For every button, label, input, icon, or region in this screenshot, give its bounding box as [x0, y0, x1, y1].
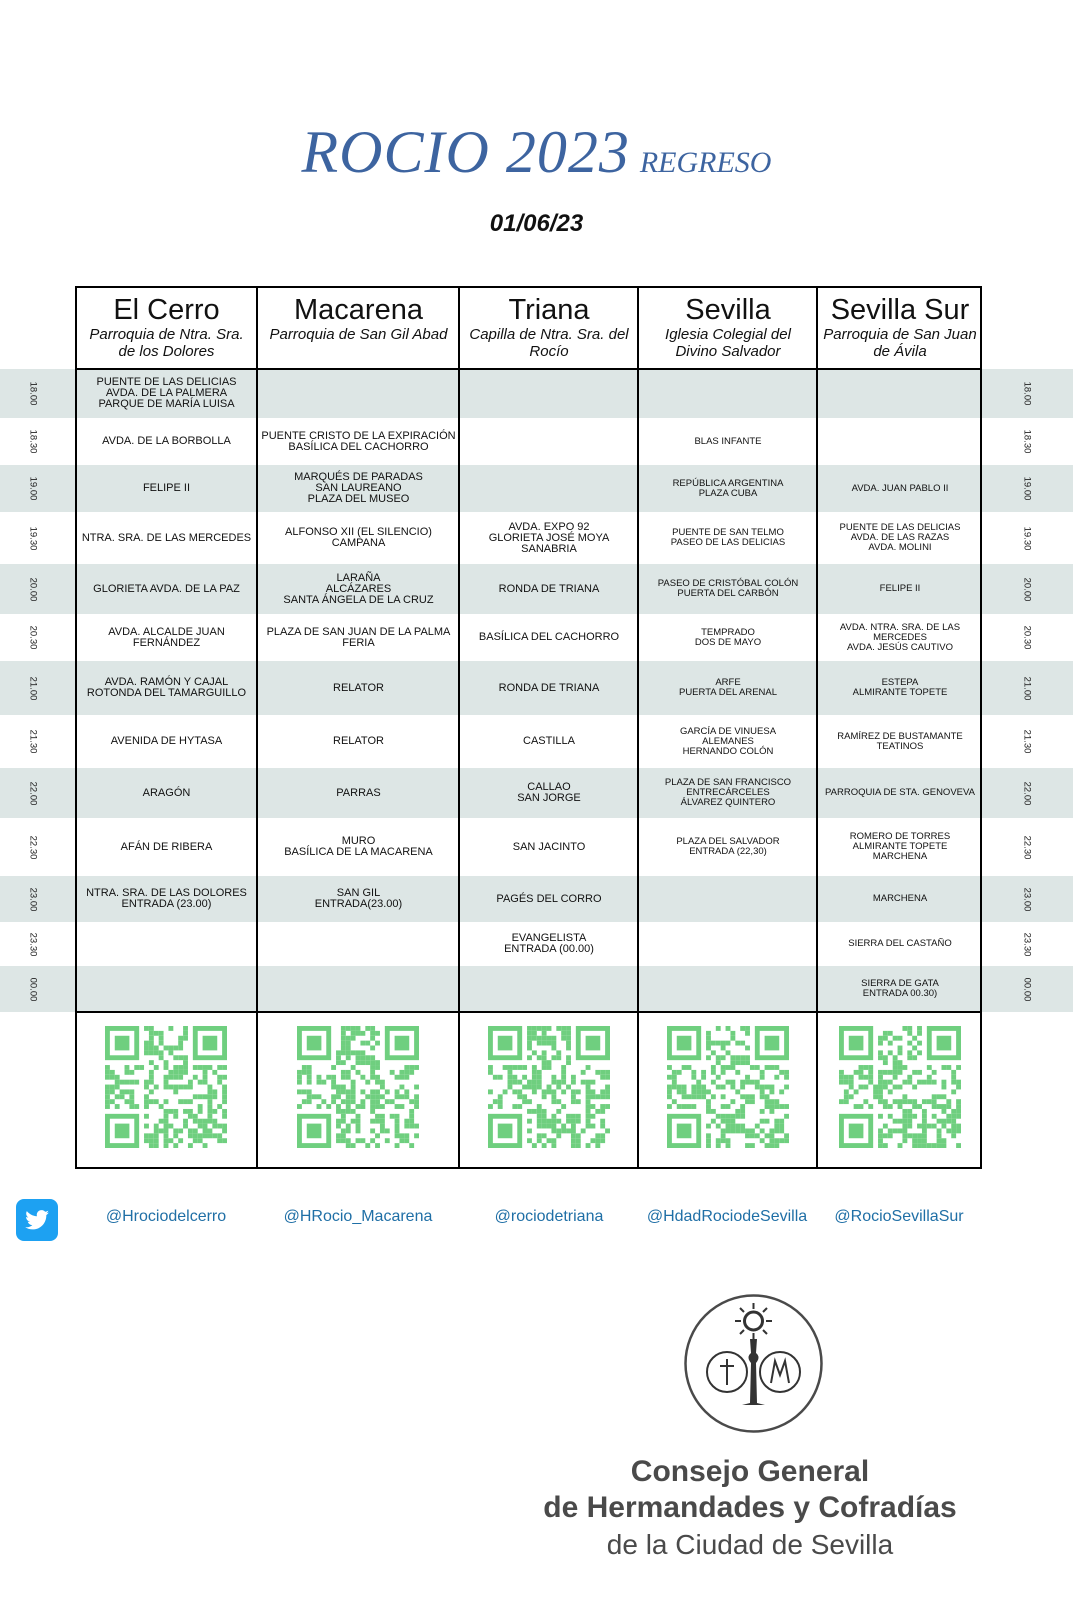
time-value: 23.00: [1021, 887, 1033, 911]
time-label: [18, 614, 48, 661]
time-label: [18, 966, 48, 1012]
qr-code-sevilla-sur[interactable]: [839, 1026, 961, 1153]
table-cell: PARRAS: [336, 786, 381, 799]
column-name: El Cerro: [113, 294, 220, 326]
column-divider: [637, 286, 639, 1169]
time-label: [18, 922, 48, 966]
table-cell: RAMÍREZ DE BUSTAMANTE TEATINOS: [837, 730, 963, 752]
qr-code-triana[interactable]: [488, 1026, 610, 1153]
time-label: [1012, 715, 1042, 768]
time-label: [1012, 614, 1042, 661]
time-label: [1012, 966, 1042, 1012]
time-label: [1012, 661, 1042, 715]
table-cell: AVDA. NTRA. SRA. DE LAS MERCEDES AVDA. JESÚS CAUTIVO: [839, 621, 961, 653]
time-value: 23.30: [1021, 932, 1033, 956]
table-cell: [259, 369, 458, 418]
table-cell: CALLAO SAN JORGE: [517, 781, 581, 804]
title-main: ROCIO 2023: [301, 119, 630, 185]
time-value: 22.00: [1021, 781, 1033, 805]
time-value: 20.00: [27, 577, 39, 601]
twitter-handle-sevilla-sur[interactable]: @RocioSevillaSur: [834, 1208, 964, 1225]
table-cell: ARFE PUERTA DEL ARENAL: [678, 677, 778, 698]
table-cell: [640, 922, 816, 966]
time-value: 21.30: [1021, 729, 1033, 754]
table-cell: AVDA. ALCALDE JUAN FERNÁNDEZ: [108, 625, 225, 649]
table-cell: AVENIDA DE HYTASA: [110, 735, 223, 747]
time-label: [1012, 418, 1042, 465]
time-value: 19.30: [27, 526, 39, 550]
table-cell: [461, 966, 637, 1012]
time-value: 18.30: [1021, 429, 1033, 454]
time-label: [18, 768, 48, 818]
table-cell: GARCÍA DE VINUESA ALEMANES HERNANDO COLÓN: [679, 725, 777, 757]
column-divider: [256, 286, 258, 1169]
time-value: 19.30: [1021, 526, 1033, 550]
table-cell: PUENTE CRISTO DE LA EXPIRACIÓN BASÍLICA DEL CACHORRO: [261, 429, 456, 453]
time-label: [18, 418, 48, 465]
table-cell: NTRA. SRA. DE LAS MERCEDES: [81, 531, 252, 544]
time-label: [18, 876, 48, 922]
table-cell: AVDA. JUAN PABLO II: [851, 482, 949, 494]
table-cell: RELATOR: [333, 681, 384, 694]
time-label: [18, 369, 48, 418]
column-divider: [816, 286, 818, 1169]
time-value: 20.00: [1021, 577, 1033, 601]
table-cell: [819, 418, 981, 465]
column-name: Sevilla Sur: [830, 294, 970, 326]
time-label: [1012, 768, 1042, 818]
table-cell: SIERRA DE GATA ENTRADA 00.30): [861, 978, 939, 999]
table-cell: NTRA. SRA. DE LAS DOLORES ENTRADA (23.00): [86, 887, 247, 910]
twitter-handle-macarena[interactable]: @HRocio_Macarena: [283, 1208, 433, 1225]
twitter-handle-sevilla[interactable]: @HdadRociodeSevilla: [646, 1208, 808, 1225]
time-label: [1012, 564, 1042, 614]
time-label: [1012, 818, 1042, 876]
table-cell: PARROQUIA DE STA. GENOVEVA: [825, 787, 975, 798]
table-cell: [77, 966, 256, 1012]
time-label: [1012, 512, 1042, 564]
table-cell: PUENTE DE SAN TELMO PASEO DE LAS DELICIAS: [670, 527, 786, 548]
column-name: Macarena: [294, 294, 423, 326]
table-cell: LARAÑA ALCÁZARES SANTA ÁNGELA DE LA CRUZ: [283, 571, 434, 606]
table-cell: [640, 369, 816, 418]
time-label: [18, 512, 48, 564]
time-value: 20.30: [1021, 625, 1033, 650]
table-cell: [640, 876, 816, 922]
twitter-handle-triana[interactable]: @rociodetriana: [494, 1208, 604, 1225]
time-label: [18, 564, 48, 614]
qr-code-el-cerro[interactable]: [105, 1026, 227, 1153]
column-divider: [458, 286, 460, 1169]
column-subtitle: Parroquia de San Gil Abad: [269, 326, 448, 343]
time-value: 20.30: [27, 625, 39, 650]
time-value: 19.00: [1021, 476, 1033, 501]
qr-code-sevilla[interactable]: [667, 1026, 789, 1153]
column-subtitle: Parroquia de San Juan de Ávila: [823, 326, 977, 360]
time-label: [1012, 876, 1042, 922]
table-cell: [819, 369, 981, 418]
table-cell: FELIPE II: [142, 482, 191, 494]
table-cell: PUENTE DE LAS DELICIAS AVDA. DE LAS RAZAS AVDA. MOLINI: [839, 522, 961, 553]
table-cell: SIERRA DEL CASTAÑO: [848, 938, 952, 949]
column-name: Sevilla: [685, 294, 771, 326]
time-label: [18, 818, 48, 876]
time-label: [18, 465, 48, 512]
table-cell: RELATOR: [333, 735, 384, 747]
time-label: [18, 715, 48, 768]
table-cell: CASTILLA: [523, 735, 575, 747]
table-cell: ALFONSO XII (EL SILENCIO) CAMPANA: [285, 526, 432, 549]
table-cell: PUENTE DE LAS DELICIAS AVDA. DE LA PALMERA PARQUE DE MARÍA LUISA: [96, 376, 237, 410]
organization-line-2: de Hermandades y Cofradías: [543, 1491, 957, 1524]
table-cell: PLAZA DE SAN JUAN DE LA PALMA FERIA: [266, 625, 451, 649]
time-value: 23.30: [27, 932, 39, 956]
table-cell: PLAZA DEL SALVADOR ENTRADA (22,30): [676, 836, 780, 857]
table-cell: SAN GIL ENTRADA(23.00): [314, 887, 403, 910]
table-cell: [77, 922, 256, 966]
column-subtitle: Parroquia de Ntra. Sra. de los Dolores: [89, 326, 244, 360]
time-value: 19.00: [27, 476, 39, 501]
time-value: 00.00: [27, 977, 39, 1001]
table-cell: BASÍLICA DEL CACHORRO: [478, 631, 620, 643]
table-cell: PASEO DE CRISTÓBAL COLÓN PUERTA DEL CARBÓN: [657, 578, 799, 599]
title-sub: REGRESO: [639, 146, 772, 179]
table-cell: [461, 418, 637, 465]
table-cell: [259, 922, 458, 966]
table-cell: RONDA DE TRIANA: [498, 582, 600, 595]
table-cell: [259, 966, 458, 1012]
twitter-handle-el-cerro[interactable]: @Hrociodelcerro: [105, 1208, 227, 1225]
table-cell: RONDA DE TRIANA: [498, 681, 600, 694]
table-cell: TEMPRADO DOS DE MAYO: [694, 626, 762, 648]
table-cell: GLORIETA AVDA. DE LA PAZ: [93, 582, 240, 595]
monstrance-emblem-icon: [683, 1293, 824, 1434]
time-value: 18.30: [27, 429, 39, 454]
column-header-el-cerro: [77, 288, 256, 369]
time-label: [18, 661, 48, 715]
time-label: [1012, 465, 1042, 512]
organization-line-3: de la Ciudad de Sevilla: [606, 1529, 894, 1560]
column-name: Triana: [508, 294, 590, 326]
time-value: 22.00: [27, 781, 39, 805]
table-cell: MARCHENA: [872, 893, 928, 904]
time-label: [1012, 369, 1042, 418]
table-cell: EVANGELISTA ENTRADA (00.00): [504, 932, 594, 955]
time-value: 18.00: [27, 381, 39, 406]
page-title: [0, 118, 1073, 187]
table-cell: MURO BASÍLICA DE LA MACARENA: [284, 835, 433, 858]
table-cell: PAGÉS DEL CORRO: [496, 892, 602, 905]
qr-code-macarena[interactable]: [297, 1026, 419, 1153]
time-value: 21.00: [27, 676, 39, 700]
column-header-triana: [461, 288, 637, 369]
table-cell: SAN JACINTO: [512, 840, 586, 853]
column-header-sevilla: [640, 288, 816, 369]
time-value: 22.30: [27, 835, 39, 859]
table-cell: REPÚBLICA ARGENTINA PLAZA CUBA: [672, 477, 784, 499]
time-value: 21.00: [1021, 676, 1033, 700]
time-value: 18.00: [1021, 381, 1033, 406]
time-label: [1012, 922, 1042, 966]
time-value: 21.30: [27, 729, 39, 754]
table-cell: BLAS INFANTE: [694, 435, 762, 447]
table-cell: ROMERO DE TORRES ALMIRANTE TOPETE MARCHENA: [849, 831, 951, 862]
time-value: 23.00: [27, 887, 39, 911]
table-cell: [461, 465, 637, 512]
column-header-macarena: [259, 288, 458, 369]
column-subtitle: Iglesia Colegial del Divino Salvador: [665, 326, 791, 360]
time-value: 22.30: [1021, 835, 1033, 859]
table-cell: [640, 966, 816, 1012]
table-cell: [461, 369, 637, 418]
table-cell: ESTEPA ALMIRANTE TOPETE: [852, 677, 948, 698]
column-subtitle: Capilla de Ntra. Sra. del Rocío: [469, 326, 629, 360]
table-cell: ARAGÓN: [142, 786, 191, 799]
table-cell: AVDA. EXPO 92 GLORIETA JOSÉ MOYA SANABRIA: [488, 520, 610, 555]
table-cell: AVDA. RAMÓN Y CAJAL ROTONDA DEL TAMARGUILLO: [86, 676, 247, 699]
table-cell: MARQUÉS DE PARADAS SAN LAUREANO PLAZA DEL MUSEO: [294, 471, 423, 505]
event-date: 01/06/23: [489, 210, 584, 237]
table-cell: AVDA. DE LA BORBOLLA: [102, 435, 231, 447]
table-cell: AFÁN DE RIBERA: [120, 840, 213, 853]
twitter-icon[interactable]: [16, 1199, 58, 1241]
table-cell: FELIPE II: [879, 583, 921, 594]
table-cell: PLAZA DE SAN FRANCISCO ENTRECÁRCELES ÁLVAREZ QUINTERO: [664, 777, 792, 808]
time-value: 00.00: [1021, 977, 1033, 1001]
organization-line-1: Consejo General: [630, 1455, 870, 1488]
column-header-sevilla-sur: [819, 288, 981, 369]
